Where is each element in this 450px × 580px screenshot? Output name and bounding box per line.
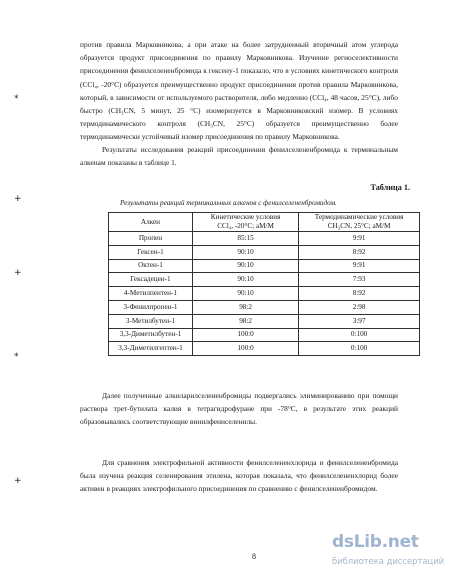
paragraph-regioselectivity: против правила Марковникова, а при атаке на более затрудненный вторичный атом углерода образуется продукт присоединения по правилу Марковникова. Изучение региоселективности присоединения фенилселененбромида к гексену-1 показало, что в условиях кинетического контроля (CCl₄, -20°C) образуется преимущественно продукт присоединения против правила Марковникова, который, в зависимости от используемого растворителя, либо медленно (CCl₄, 48 часов, 25°C), либо быстро (CH₃CN, 5 минут, 25 °C) изомеризуется в Марковниковский изомер. В условиях термодинамического контроля (CH₃CN, 25°C) образуется преимущественно более термодинамически устойчивый изомер присоединения по правилу Марковникова. (80, 40, 398, 142)
table-row (109, 342, 420, 356)
cell-thermo: 9:91 (299, 232, 420, 246)
header-kinetic (192, 213, 298, 232)
cell-alkene: 4-Метилпентен-1 (109, 287, 193, 301)
table-row (109, 328, 420, 342)
cell-kinetic: 90:10 (192, 273, 298, 287)
cell-kinetic: 100:0 (192, 342, 298, 356)
table-row (109, 245, 420, 259)
margin-mark: + (14, 476, 22, 486)
margin-mark: * (14, 352, 19, 362)
cell-thermo: 0:100 (299, 328, 420, 342)
cell-kinetic: 90:10 (192, 259, 298, 273)
table-number: Таблица 1. (370, 183, 410, 192)
cell-thermo: 9:91 (299, 259, 420, 273)
cell-thermo: 7:93 (299, 273, 420, 287)
cell-alkene: 3,3-Диметилбутен-1 (109, 328, 193, 342)
cell-kinetic: 100:0 (192, 328, 298, 342)
cell-kinetic: 90:10 (192, 287, 298, 301)
header-thermo-line1: Термодинамические условия (314, 213, 404, 221)
watermark (332, 530, 450, 580)
header-kinetic-line2: CCl₄, -20°C; aM/M (217, 222, 274, 230)
cell-alkene: 3-Метилбутен-1 (109, 314, 193, 328)
header-kinetic-line1: Кинетические условия (210, 213, 281, 221)
table-row (109, 287, 420, 301)
table-row (109, 232, 420, 246)
cell-alkene: Гексадецен-1 (109, 273, 193, 287)
margin-mark: + (14, 268, 22, 278)
cell-thermo: 8:92 (299, 287, 420, 301)
cell-alkene: 3,3-Диметилгептен-1 (109, 342, 193, 356)
watermark-logo: dsLib.net (332, 532, 419, 552)
header-alkene-label: Алкен (140, 217, 161, 226)
header-thermo-line2: CH₃CN, 25°C; aM/M (327, 222, 391, 230)
table-row (109, 259, 420, 273)
header-thermo (299, 213, 420, 232)
margin-mark: * (14, 94, 19, 104)
cell-alkene: 3-Фенилпропен-1 (109, 300, 193, 314)
header-alkene (109, 213, 193, 232)
cell-alkene: Октен-1 (109, 259, 193, 273)
page-number: 8 (252, 552, 256, 561)
cell-thermo: 2:98 (299, 300, 420, 314)
table-caption: Результаты реакций терминальных алкенов с фенилселененбромидом. (120, 199, 337, 207)
table-header-row (109, 213, 420, 232)
cell-kinetic: 98:2 (192, 314, 298, 328)
paragraph-comparison: Для сравнения электрофильной активности фенилселененхлорида и фенилселененбромида была изучена реакция селенирования этилена, которая показала, что фенилселененхлорид более активен в реакциях электрофильного присоединения по сравнению с фенилселененбромидом. (80, 458, 398, 494)
cell-thermo: 3:97 (299, 314, 420, 328)
cell-alkene: Гексен-1 (109, 245, 193, 259)
cell-kinetic: 98:2 (192, 300, 298, 314)
margin-mark: + (14, 194, 22, 204)
cell-thermo: 0:100 (299, 342, 420, 356)
paragraph-elimination: Далее полученные алкиларилселененбромиды подвергались элиминированию при помощи раствора трет-бутилата калия в тетрагидрофуране при -78°С, в результате этих реакций образовывались соответствующие винилфениселенилы. (80, 391, 398, 427)
table-row (109, 300, 420, 314)
cell-thermo: 8:92 (299, 245, 420, 259)
paragraph-results-intro: Результаты исследования реакций присоединения фенилселененбромида к терминальным алкенам показаны в таблице 1. (80, 145, 398, 168)
table-row (109, 273, 420, 287)
cell-kinetic: 90:10 (192, 245, 298, 259)
watermark-subtitle: библиотека диссертаций (332, 556, 445, 566)
results-table (108, 212, 420, 356)
cell-kinetic: 85:15 (192, 232, 298, 246)
cell-alkene: Пропен (109, 232, 193, 246)
table-row (109, 314, 420, 328)
